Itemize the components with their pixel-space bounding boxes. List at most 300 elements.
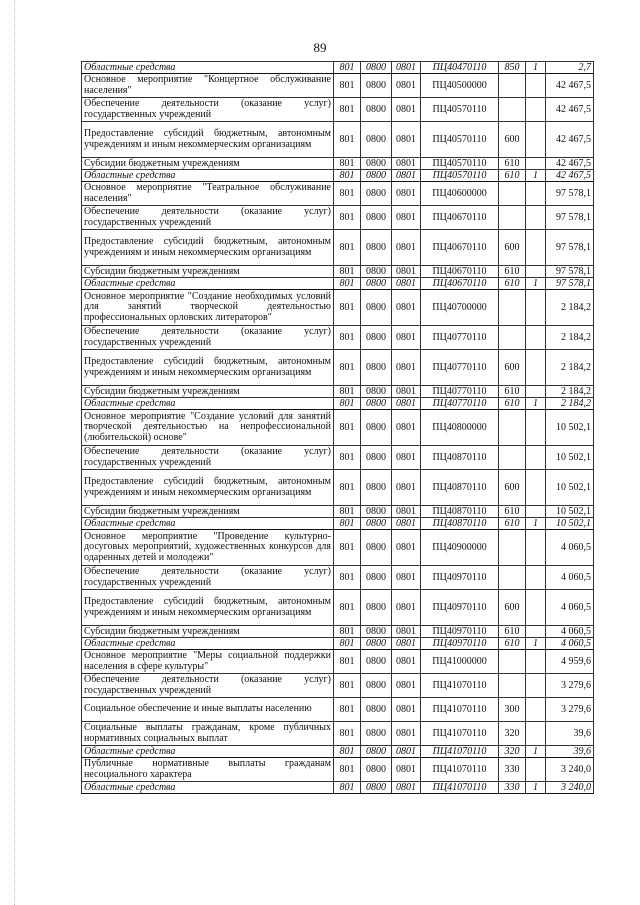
cell-subsection: 0801	[392, 386, 421, 398]
cell-funding-source	[526, 626, 546, 638]
cell-target-article: ПЦ41070110	[421, 782, 499, 794]
cell-section: 0800	[361, 350, 392, 386]
cell-grbs: 801	[334, 326, 361, 350]
cell-name: Областные средства	[82, 782, 334, 794]
cell-funding-source	[526, 98, 546, 122]
cell-funding-source	[526, 122, 546, 158]
cell-subsection: 0801	[392, 674, 421, 698]
cell-section: 0800	[361, 122, 392, 158]
cell-subsection: 0801	[392, 722, 421, 746]
cell-subsection: 0801	[392, 746, 421, 758]
cell-amount: 4 060,5	[546, 626, 594, 638]
cell-expense-type: 610	[499, 386, 526, 398]
cell-section: 0800	[361, 182, 392, 206]
budget-table-body	[82, 62, 594, 794]
table-row	[82, 590, 594, 626]
cell-section: 0800	[361, 158, 392, 170]
cell-expense-type	[499, 446, 526, 470]
cell-grbs: 801	[334, 98, 361, 122]
cell-target-article: ПЦ40900000	[421, 530, 499, 566]
cell-grbs: 801	[334, 266, 361, 278]
cell-name: Областные средства	[82, 278, 334, 290]
binding-margin-line	[14, 0, 15, 905]
cell-amount: 4 060,5	[546, 530, 594, 566]
cell-target-article: ПЦ41070110	[421, 758, 499, 782]
cell-subsection: 0801	[392, 782, 421, 794]
table-row	[82, 470, 594, 506]
cell-subsection: 0801	[392, 650, 421, 674]
cell-expense-type: 610	[499, 398, 526, 410]
cell-grbs: 801	[334, 446, 361, 470]
cell-subsection: 0801	[392, 170, 421, 182]
cell-name: Предоставление субсидий бюджетным, автономным учреждениям и иным некоммерческим организациям	[82, 230, 334, 266]
cell-expense-type: 610	[499, 278, 526, 290]
cell-name: Областные средства	[82, 746, 334, 758]
cell-section: 0800	[361, 62, 392, 74]
table-row	[82, 182, 594, 206]
cell-grbs: 801	[334, 158, 361, 170]
table-row	[82, 746, 594, 758]
cell-name: Основное мероприятие "Концертное обслуживание населения"	[82, 74, 334, 98]
cell-amount: 10 502,1	[546, 446, 594, 470]
cell-funding-source	[526, 446, 546, 470]
cell-subsection: 0801	[392, 446, 421, 470]
budget-table	[81, 61, 594, 794]
cell-section: 0800	[361, 650, 392, 674]
cell-amount: 3 279,6	[546, 674, 594, 698]
cell-amount: 97 578,1	[546, 182, 594, 206]
cell-funding-source	[526, 290, 546, 326]
cell-grbs: 801	[334, 518, 361, 530]
cell-target-article: ПЦ40570110	[421, 158, 499, 170]
cell-amount: 4 060,5	[546, 638, 594, 650]
cell-section: 0800	[361, 674, 392, 698]
cell-grbs: 801	[334, 506, 361, 518]
cell-section: 0800	[361, 566, 392, 590]
cell-expense-type	[499, 566, 526, 590]
cell-subsection: 0801	[392, 758, 421, 782]
cell-target-article: ПЦ40500000	[421, 74, 499, 98]
cell-name: Обеспечение деятельности (оказание услуг) государственных учреждений	[82, 674, 334, 698]
cell-section: 0800	[361, 698, 392, 722]
cell-grbs: 801	[334, 530, 361, 566]
cell-expense-type	[499, 674, 526, 698]
cell-section: 0800	[361, 278, 392, 290]
table-row	[82, 290, 594, 326]
table-row	[82, 98, 594, 122]
cell-expense-type: 330	[499, 782, 526, 794]
cell-name: Основное мероприятие "Проведение культурно-досуговых мероприятий, художественных конкурсов для одаренных детей и молодежи"	[82, 530, 334, 566]
cell-amount: 4 959,6	[546, 650, 594, 674]
cell-target-article: ПЦ40700000	[421, 290, 499, 326]
cell-amount: 42 467,5	[546, 122, 594, 158]
cell-amount: 10 502,1	[546, 410, 594, 446]
cell-funding-source	[526, 410, 546, 446]
cell-subsection: 0801	[392, 278, 421, 290]
cell-name: Областные средства	[82, 518, 334, 530]
table-row	[82, 758, 594, 782]
cell-section: 0800	[361, 398, 392, 410]
cell-name: Областные средства	[82, 170, 334, 182]
cell-amount: 42 467,5	[546, 170, 594, 182]
cell-expense-type: 850	[499, 62, 526, 74]
cell-section: 0800	[361, 290, 392, 326]
table-row	[82, 530, 594, 566]
cell-name: Субсидии бюджетным учреждениям	[82, 386, 334, 398]
cell-target-article: ПЦ40870110	[421, 470, 499, 506]
cell-funding-source	[526, 386, 546, 398]
cell-funding-source	[526, 530, 546, 566]
cell-funding-source	[526, 650, 546, 674]
cell-name: Основное мероприятие "Меры социальной поддержки населения в сфере культуры"	[82, 650, 334, 674]
table-row	[82, 698, 594, 722]
cell-expense-type: 600	[499, 350, 526, 386]
cell-expense-type	[499, 410, 526, 446]
cell-amount: 42 467,5	[546, 74, 594, 98]
cell-name: Обеспечение деятельности (оказание услуг) государственных учреждений	[82, 206, 334, 230]
cell-name: Публичные нормативные выплаты гражданам несоциального характера	[82, 758, 334, 782]
cell-grbs: 801	[334, 386, 361, 398]
cell-funding-source	[526, 722, 546, 746]
cell-subsection: 0801	[392, 698, 421, 722]
cell-target-article: ПЦ40570110	[421, 98, 499, 122]
cell-target-article: ПЦ40970110	[421, 566, 499, 590]
cell-expense-type: 610	[499, 158, 526, 170]
cell-name: Субсидии бюджетным учреждениям	[82, 626, 334, 638]
cell-expense-type	[499, 650, 526, 674]
table-row	[82, 350, 594, 386]
cell-section: 0800	[361, 638, 392, 650]
cell-section: 0800	[361, 746, 392, 758]
cell-funding-source: 1	[526, 518, 546, 530]
cell-name: Социальные выплаты гражданам, кроме публичных нормативных социальных выплат	[82, 722, 334, 746]
cell-expense-type: 330	[499, 758, 526, 782]
table-row	[82, 626, 594, 638]
table-row	[82, 782, 594, 794]
table-row	[82, 410, 594, 446]
cell-subsection: 0801	[392, 470, 421, 506]
cell-amount: 39,6	[546, 746, 594, 758]
cell-name: Субсидии бюджетным учреждениям	[82, 506, 334, 518]
cell-name: Предоставление субсидий бюджетным, автономным учреждениям и иным некоммерческим организациям	[82, 350, 334, 386]
cell-funding-source	[526, 758, 546, 782]
table-row	[82, 170, 594, 182]
cell-name: Социальное обеспечение и иные выплаты населению	[82, 698, 334, 722]
cell-target-article: ПЦ41070110	[421, 698, 499, 722]
table-row	[82, 326, 594, 350]
cell-grbs: 801	[334, 626, 361, 638]
cell-target-article: ПЦ40770110	[421, 326, 499, 350]
cell-target-article: ПЦ40570110	[421, 170, 499, 182]
cell-funding-source	[526, 674, 546, 698]
table-row	[82, 566, 594, 590]
cell-amount: 39,6	[546, 722, 594, 746]
cell-amount: 97 578,1	[546, 266, 594, 278]
cell-name: Обеспечение деятельности (оказание услуг) государственных учреждений	[82, 566, 334, 590]
cell-amount: 10 502,1	[546, 506, 594, 518]
cell-grbs: 801	[334, 590, 361, 626]
cell-funding-source	[526, 206, 546, 230]
cell-subsection: 0801	[392, 506, 421, 518]
cell-expense-type: 610	[499, 626, 526, 638]
cell-section: 0800	[361, 758, 392, 782]
cell-name: Обеспечение деятельности (оказание услуг) государственных учреждений	[82, 446, 334, 470]
cell-expense-type: 320	[499, 746, 526, 758]
cell-name: Областные средства	[82, 398, 334, 410]
cell-section: 0800	[361, 98, 392, 122]
cell-amount: 3 240,0	[546, 782, 594, 794]
cell-subsection: 0801	[392, 518, 421, 530]
cell-amount: 4 060,5	[546, 566, 594, 590]
cell-name: Основное мероприятие "Театральное обслуживание населения"	[82, 182, 334, 206]
table-row	[82, 266, 594, 278]
cell-amount: 42 467,5	[546, 98, 594, 122]
cell-funding-source: 1	[526, 746, 546, 758]
cell-subsection: 0801	[392, 350, 421, 386]
cell-grbs: 801	[334, 638, 361, 650]
cell-funding-source: 1	[526, 62, 546, 74]
cell-funding-source: 1	[526, 638, 546, 650]
cell-grbs: 801	[334, 566, 361, 590]
cell-name: Предоставление субсидий бюджетным, автономным учреждениям и иным некоммерческим организациям	[82, 122, 334, 158]
cell-expense-type: 600	[499, 590, 526, 626]
cell-funding-source	[526, 506, 546, 518]
cell-funding-source	[526, 74, 546, 98]
cell-name: Основное мероприятие "Создание условий для занятий творческой деятельностью на непрофессиональной (любительской) основе"	[82, 410, 334, 446]
cell-grbs: 801	[334, 410, 361, 446]
cell-target-article: ПЦ40870110	[421, 506, 499, 518]
cell-amount: 2 184,2	[546, 290, 594, 326]
cell-grbs: 801	[334, 122, 361, 158]
table-row	[82, 158, 594, 170]
cell-expense-type: 610	[499, 170, 526, 182]
cell-expense-type	[499, 98, 526, 122]
cell-grbs: 801	[334, 62, 361, 74]
cell-subsection: 0801	[392, 206, 421, 230]
cell-section: 0800	[361, 170, 392, 182]
cell-grbs: 801	[334, 206, 361, 230]
cell-grbs: 801	[334, 230, 361, 266]
cell-target-article: ПЦ40770110	[421, 398, 499, 410]
cell-subsection: 0801	[392, 398, 421, 410]
table-row	[82, 638, 594, 650]
cell-amount: 97 578,1	[546, 230, 594, 266]
table-row	[82, 62, 594, 74]
cell-section: 0800	[361, 386, 392, 398]
cell-subsection: 0801	[392, 410, 421, 446]
cell-expense-type: 600	[499, 122, 526, 158]
cell-subsection: 0801	[392, 626, 421, 638]
cell-funding-source: 1	[526, 170, 546, 182]
cell-name: Основное мероприятие "Создание необходимых условий для занятий творческой деятельностью профессиональных орловских литераторов"	[82, 290, 334, 326]
cell-subsection: 0801	[392, 230, 421, 266]
cell-expense-type	[499, 206, 526, 230]
cell-section: 0800	[361, 590, 392, 626]
table-row	[82, 674, 594, 698]
cell-name: Обеспечение деятельности (оказание услуг) государственных учреждений	[82, 98, 334, 122]
cell-funding-source	[526, 566, 546, 590]
cell-target-article: ПЦ41070110	[421, 722, 499, 746]
cell-name: Предоставление субсидий бюджетным, автономным учреждениям и иным некоммерческим организациям	[82, 590, 334, 626]
cell-expense-type: 610	[499, 506, 526, 518]
cell-grbs: 801	[334, 398, 361, 410]
cell-name: Обеспечение деятельности (оказание услуг) государственных учреждений	[82, 326, 334, 350]
cell-amount: 2 184,2	[546, 398, 594, 410]
cell-amount: 10 502,1	[546, 470, 594, 506]
cell-subsection: 0801	[392, 74, 421, 98]
cell-grbs: 801	[334, 758, 361, 782]
cell-target-article: ПЦ40870110	[421, 446, 499, 470]
cell-grbs: 801	[334, 698, 361, 722]
cell-section: 0800	[361, 530, 392, 566]
table-row	[82, 398, 594, 410]
cell-funding-source	[526, 470, 546, 506]
table-row	[82, 278, 594, 290]
cell-funding-source	[526, 158, 546, 170]
cell-funding-source	[526, 182, 546, 206]
cell-funding-source: 1	[526, 782, 546, 794]
cell-section: 0800	[361, 230, 392, 266]
table-row	[82, 122, 594, 158]
cell-grbs: 801	[334, 290, 361, 326]
cell-expense-type: 600	[499, 470, 526, 506]
table-row	[82, 386, 594, 398]
cell-amount: 10 502,1	[546, 518, 594, 530]
cell-section: 0800	[361, 626, 392, 638]
cell-funding-source	[526, 698, 546, 722]
cell-grbs: 801	[334, 674, 361, 698]
cell-grbs: 801	[334, 782, 361, 794]
cell-amount: 2 184,2	[546, 350, 594, 386]
cell-target-article: ПЦ40770110	[421, 386, 499, 398]
cell-amount: 4 060,5	[546, 590, 594, 626]
cell-target-article: ПЦ40670110	[421, 266, 499, 278]
cell-amount: 42 467,5	[546, 158, 594, 170]
cell-subsection: 0801	[392, 158, 421, 170]
cell-amount: 3 240,0	[546, 758, 594, 782]
cell-subsection: 0801	[392, 566, 421, 590]
cell-target-article: ПЦ40770110	[421, 350, 499, 386]
cell-subsection: 0801	[392, 98, 421, 122]
cell-name: Субсидии бюджетным учреждениям	[82, 266, 334, 278]
cell-expense-type: 300	[499, 698, 526, 722]
cell-grbs: 801	[334, 722, 361, 746]
cell-target-article: ПЦ41070110	[421, 674, 499, 698]
cell-expense-type	[499, 74, 526, 98]
cell-expense-type	[499, 530, 526, 566]
cell-funding-source	[526, 326, 546, 350]
table-row	[82, 650, 594, 674]
cell-subsection: 0801	[392, 638, 421, 650]
cell-subsection: 0801	[392, 326, 421, 350]
table-row	[82, 230, 594, 266]
cell-amount: 3 279,6	[546, 698, 594, 722]
cell-section: 0800	[361, 506, 392, 518]
cell-section: 0800	[361, 446, 392, 470]
table-row	[82, 506, 594, 518]
cell-amount: 97 578,1	[546, 206, 594, 230]
cell-expense-type: 610	[499, 518, 526, 530]
cell-name: Областные средства	[82, 62, 334, 74]
cell-target-article: ПЦ40970110	[421, 626, 499, 638]
cell-target-article: ПЦ41000000	[421, 650, 499, 674]
cell-name: Областные средства	[82, 638, 334, 650]
cell-target-article: ПЦ40870110	[421, 518, 499, 530]
cell-expense-type	[499, 182, 526, 206]
cell-section: 0800	[361, 74, 392, 98]
cell-name: Предоставление субсидий бюджетным, автономным учреждениям и иным некоммерческим организациям	[82, 470, 334, 506]
cell-section: 0800	[361, 326, 392, 350]
cell-expense-type: 610	[499, 266, 526, 278]
cell-section: 0800	[361, 518, 392, 530]
cell-amount: 97 578,1	[546, 278, 594, 290]
cell-target-article: ПЦ40800000	[421, 410, 499, 446]
cell-target-article: ПЦ40970110	[421, 590, 499, 626]
cell-subsection: 0801	[392, 290, 421, 326]
cell-section: 0800	[361, 470, 392, 506]
cell-funding-source	[526, 590, 546, 626]
cell-expense-type: 610	[499, 638, 526, 650]
cell-section: 0800	[361, 410, 392, 446]
page-number: 89	[313, 40, 327, 55]
cell-section: 0800	[361, 266, 392, 278]
cell-funding-source: 1	[526, 278, 546, 290]
cell-target-article: ПЦ40470110	[421, 62, 499, 74]
cell-subsection: 0801	[392, 266, 421, 278]
cell-expense-type	[499, 326, 526, 350]
cell-grbs: 801	[334, 278, 361, 290]
cell-funding-source	[526, 266, 546, 278]
cell-target-article: ПЦ40600000	[421, 182, 499, 206]
cell-target-article: ПЦ40670110	[421, 230, 499, 266]
cell-amount: 2 184,2	[546, 386, 594, 398]
cell-target-article: ПЦ40970110	[421, 638, 499, 650]
cell-name: Субсидии бюджетным учреждениям	[82, 158, 334, 170]
cell-grbs: 801	[334, 182, 361, 206]
cell-subsection: 0801	[392, 530, 421, 566]
table-row	[82, 446, 594, 470]
cell-subsection: 0801	[392, 590, 421, 626]
cell-grbs: 801	[334, 170, 361, 182]
cell-grbs: 801	[334, 746, 361, 758]
cell-expense-type	[499, 290, 526, 326]
cell-target-article: ПЦ40670110	[421, 206, 499, 230]
cell-grbs: 801	[334, 74, 361, 98]
cell-subsection: 0801	[392, 62, 421, 74]
cell-grbs: 801	[334, 350, 361, 386]
cell-funding-source	[526, 230, 546, 266]
cell-expense-type: 320	[499, 722, 526, 746]
cell-amount: 2,7	[546, 62, 594, 74]
cell-target-article: ПЦ40670110	[421, 278, 499, 290]
table-row	[82, 518, 594, 530]
table-row	[82, 74, 594, 98]
table-row	[82, 722, 594, 746]
cell-subsection: 0801	[392, 182, 421, 206]
cell-grbs: 801	[334, 470, 361, 506]
cell-target-article: ПЦ40570110	[421, 122, 499, 158]
cell-section: 0800	[361, 722, 392, 746]
cell-amount: 2 184,2	[546, 326, 594, 350]
cell-expense-type: 600	[499, 230, 526, 266]
cell-target-article: ПЦ41070110	[421, 746, 499, 758]
cell-section: 0800	[361, 206, 392, 230]
cell-section: 0800	[361, 782, 392, 794]
table-row	[82, 206, 594, 230]
cell-grbs: 801	[334, 650, 361, 674]
cell-subsection: 0801	[392, 122, 421, 158]
cell-funding-source: 1	[526, 398, 546, 410]
